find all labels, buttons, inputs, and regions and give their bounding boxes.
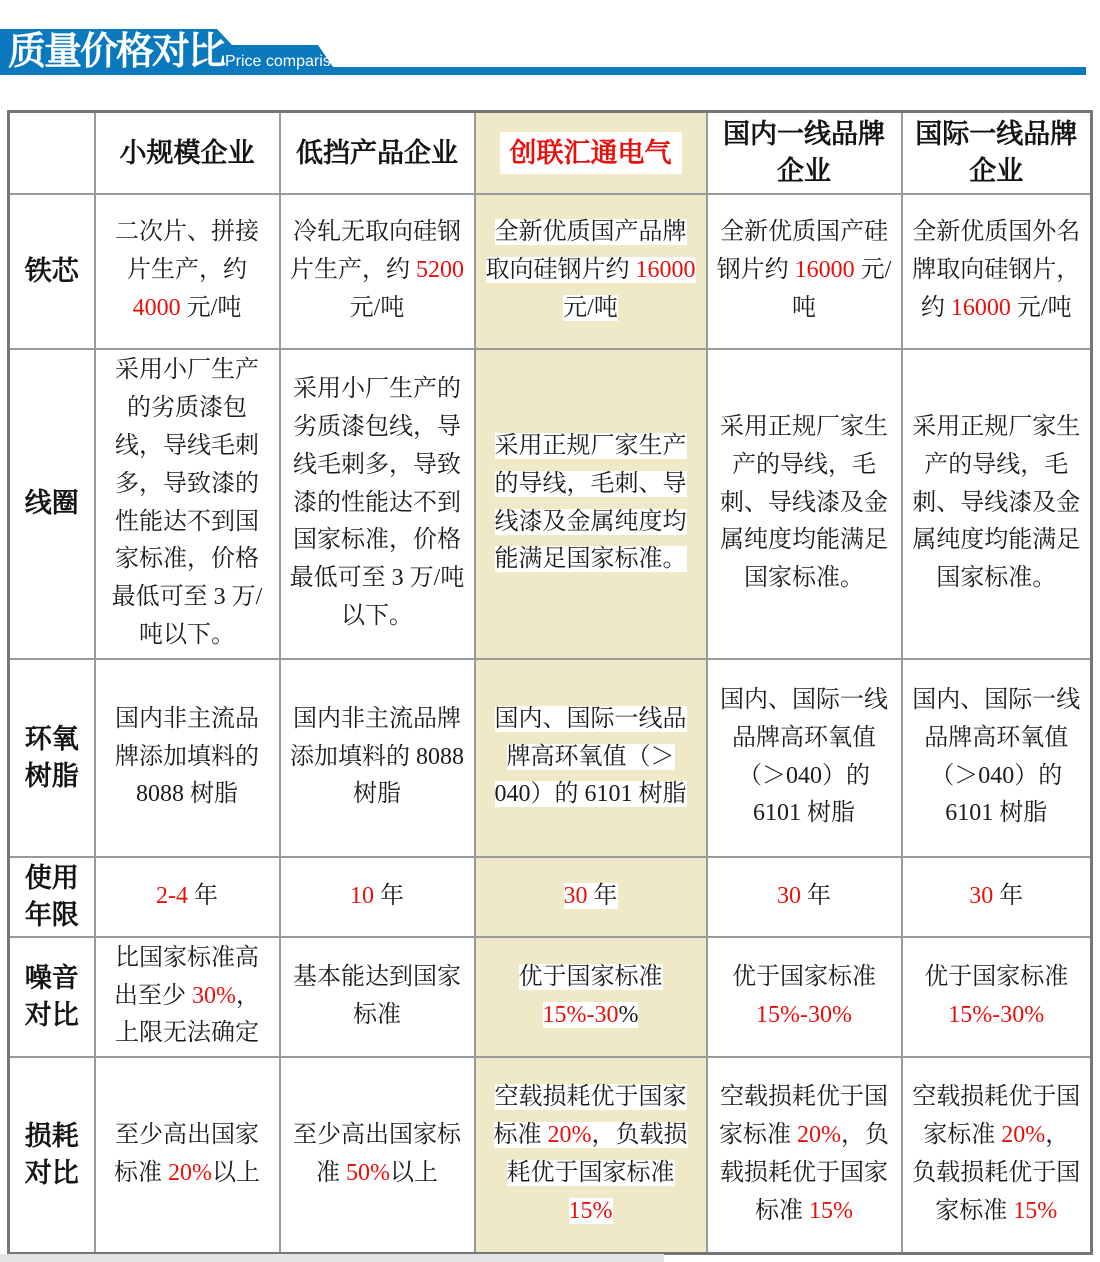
cell-noise-col3: 优于国家标准 15%-30% bbox=[475, 937, 707, 1057]
page-title: 质量价格对比 bbox=[8, 31, 225, 73]
column-header-2: 低挡产品企业 bbox=[280, 112, 475, 194]
cell-coil-col3: 采用正规厂家生产的导线，毛刺、导线漆及金属纯度均能满足国家标准。 bbox=[475, 349, 707, 659]
table-row-loss bbox=[9, 1057, 1092, 1254]
cell-epoxy-resin-col3: 国内、国际一线品牌高环氧值（＞040）的 6101 树脂 bbox=[475, 659, 707, 857]
cell-coil-col1: 采用小厂生产的劣质漆包线，导线毛刺多，导致漆的性能达不到国家标准，价格最低可至 3 万/吨以下。 bbox=[95, 349, 280, 659]
cell-service-life-col4: 30 年 bbox=[707, 857, 902, 937]
row-header-loss: 损耗对比 bbox=[9, 1057, 95, 1254]
cell-noise-col5: 优于国家标准 15%-30% bbox=[902, 937, 1092, 1057]
cell-loss-col3: 空载损耗优于国家标准 20%，负载损耗优于国家标准 15% bbox=[475, 1057, 707, 1254]
cell-loss-col5: 空载损耗优于国家标准 20%，负载损耗优于国家标准 15% bbox=[902, 1057, 1092, 1254]
cell-epoxy-resin-col2: 国内非主流品牌添加填料的 8088 树脂 bbox=[280, 659, 475, 857]
row-header-epoxy-resin: 环氧树脂 bbox=[9, 659, 95, 857]
cell-iron-core-col4: 全新优质国产硅钢片约 16000 元/吨 bbox=[707, 194, 902, 349]
table-row-coil bbox=[9, 349, 1092, 659]
cell-iron-core-col3: 全新优质国产品牌取向硅钢片约 16000 元/吨 bbox=[475, 194, 707, 349]
cell-service-life-col1: 2-4 年 bbox=[95, 857, 280, 937]
cell-loss-col1: 至少高出国家标准 20%以上 bbox=[95, 1057, 280, 1254]
cell-loss-col4: 空载损耗优于国家标准 20%，负载损耗优于国家标准 15% bbox=[707, 1057, 902, 1254]
row-header-coil: 线圈 bbox=[9, 349, 95, 659]
cell-service-life-col3: 30 年 bbox=[475, 857, 707, 937]
cell-noise-col4: 优于国家标准 15%-30% bbox=[707, 937, 902, 1057]
cell-coil-col2: 采用小厂生产的劣质漆包线，导线毛刺多，导致漆的性能达不到国家标准，价格最低可至 3 万/吨以下。 bbox=[280, 349, 475, 659]
cell-loss-col2: 至少高出国家标准 50%以上 bbox=[280, 1057, 475, 1254]
row-header-service-life: 使用年限 bbox=[9, 857, 95, 937]
cell-iron-core-col5: 全新优质国外名牌取向硅钢片，约 16000 元/吨 bbox=[902, 194, 1092, 349]
cell-service-life-col5: 30 年 bbox=[902, 857, 1092, 937]
cell-epoxy-resin-col5: 国内、国际一线品牌高环氧值（＞040）的 6101 树脂 bbox=[902, 659, 1092, 857]
column-header-5: 国际一线品牌企业 bbox=[902, 112, 1092, 194]
table-row-noise bbox=[9, 937, 1092, 1057]
cell-coil-col4: 采用正规厂家生产的导线，毛刺、导线漆及金属纯度均能满足国家标准。 bbox=[707, 349, 902, 659]
cell-service-life-col2: 10 年 bbox=[280, 857, 475, 937]
cell-noise-col1: 比国家标准高出至少 30%，上限无法确定 bbox=[95, 937, 280, 1057]
cell-epoxy-resin-col4: 国内、国际一线品牌高环氧值（＞040）的 6101 树脂 bbox=[707, 659, 902, 857]
cell-coil-col5: 采用正规厂家生产的导线，毛刺、导线漆及金属纯度均能满足国家标准。 bbox=[902, 349, 1092, 659]
column-header-1: 小规模企业 bbox=[95, 112, 280, 194]
row-header-noise: 噪音对比 bbox=[9, 937, 95, 1057]
table-header-row bbox=[9, 112, 1092, 194]
column-header-4: 国内一线品牌企业 bbox=[707, 112, 902, 194]
table-row-service-life bbox=[9, 857, 1092, 937]
row-header-iron-core: 铁芯 bbox=[9, 194, 95, 349]
bottom-divider bbox=[0, 1254, 664, 1262]
cell-epoxy-resin-col1: 国内非主流品牌添加填料的 8088 树脂 bbox=[95, 659, 280, 857]
corner-cell bbox=[9, 112, 95, 194]
comparison-table bbox=[7, 110, 1093, 1255]
cell-iron-core-col2: 冷轧无取向硅钢片生产，约 5200 元/吨 bbox=[280, 194, 475, 349]
cell-noise-col2: 基本能达到国家标准 bbox=[280, 937, 475, 1057]
table-row-epoxy-resin bbox=[9, 659, 1092, 857]
cell-iron-core-col1: 二次片、拼接片生产，约 4000 元/吨 bbox=[95, 194, 280, 349]
table-row-iron-core bbox=[9, 194, 1092, 349]
page-subtitle: Price comparison bbox=[225, 53, 349, 70]
column-header-3: 创联汇通电气 bbox=[475, 112, 707, 194]
banner bbox=[0, 0, 1100, 90]
